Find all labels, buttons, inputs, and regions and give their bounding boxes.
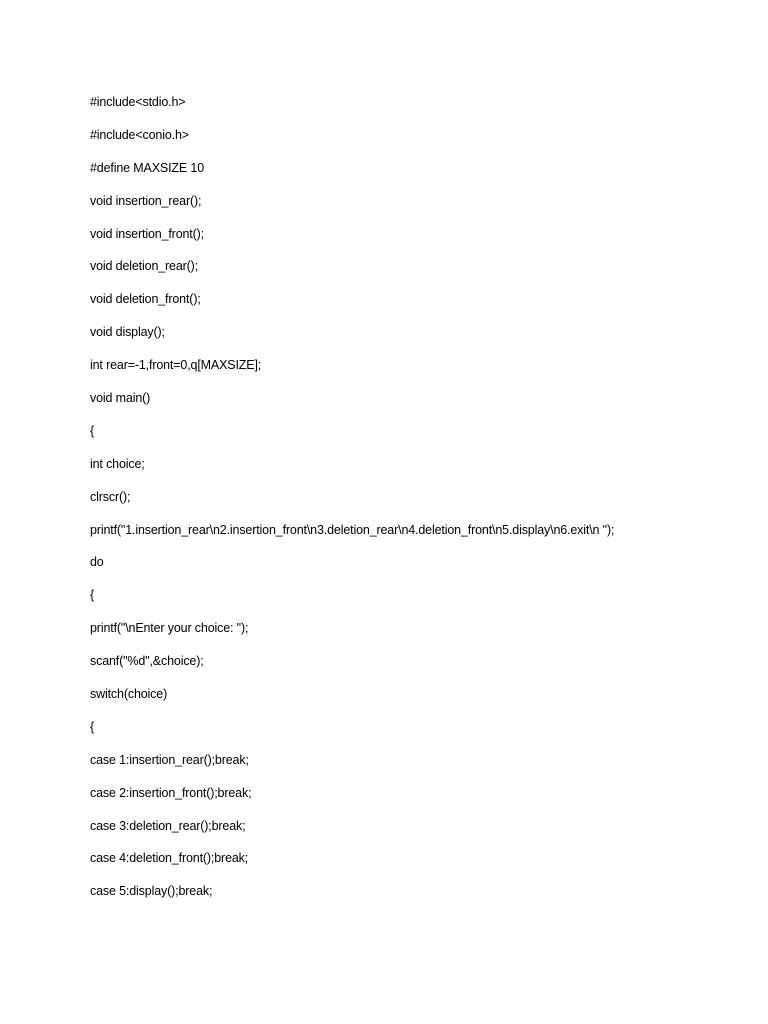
code-line: void deletion_rear(); [90,259,199,274]
code-line: scanf("%d",&choice); [90,654,204,669]
code-line: printf("1.insertion_rear\n2.insertion_front\n3.deletion_rear\n4.deletion_front\n5.display\n6.exit\n "); [90,522,615,537]
code-line: #define MAXSIZE 10 [90,160,205,175]
code-listing [90,92,750,914]
code-line: switch(choice) [90,687,168,702]
code-line: int choice; [90,456,145,471]
code-line: void main() [90,391,151,406]
code-line: { [90,588,95,603]
code-line: void display(); [90,325,165,340]
code-line: int rear=-1,front=0,q[MAXSIZE]; [90,358,262,373]
code-line: case 2:insertion_front();break; [90,785,252,800]
code-line: #include<stdio.h> [90,95,186,109]
code-line: printf("\nEnter your choice: "); [90,621,249,636]
code-line: do [90,555,104,570]
code-line: { [90,423,95,438]
code-line: void insertion_rear(); [90,193,202,208]
code-line: { [90,719,95,734]
code-line: case 4:deletion_front();break; [90,851,249,866]
code-line: case 1:insertion_rear();break; [90,752,249,767]
code-line: case 5:display();break; [90,884,213,899]
code-line: void deletion_front(); [90,292,201,307]
code-line: case 3:deletion_rear();break; [90,818,246,833]
code-line: clrscr(); [90,489,131,504]
code-line: #include<conio.h> [90,127,189,142]
code-line: void insertion_front(); [90,226,204,241]
